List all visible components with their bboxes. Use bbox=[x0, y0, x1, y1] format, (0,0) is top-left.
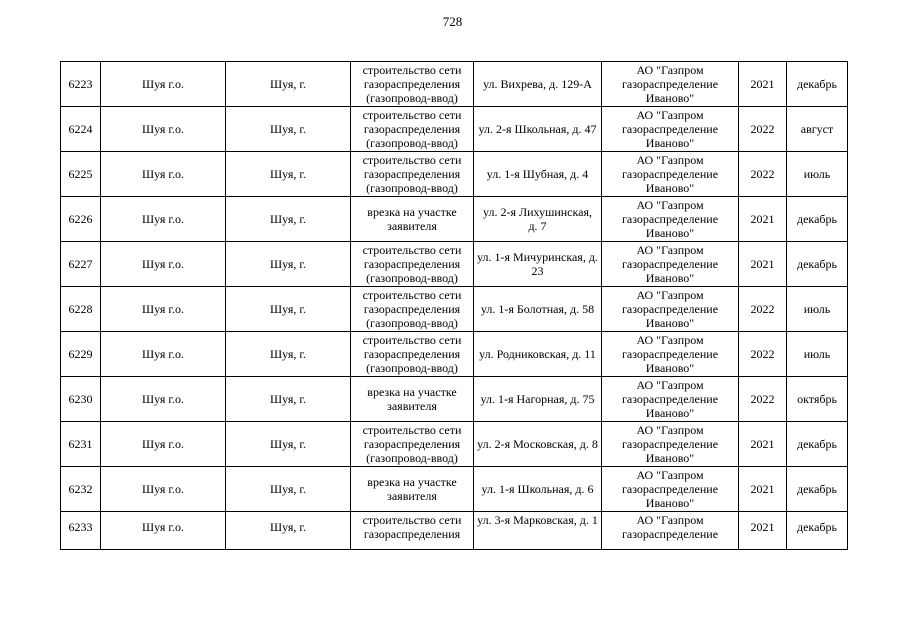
cell-town: Шуя, г. bbox=[226, 62, 351, 107]
cell-address: ул. 1-я Школьная, д. 6 bbox=[474, 467, 602, 512]
cell-district: Шуя г.о. bbox=[101, 242, 226, 287]
cell-number: 6227 bbox=[61, 242, 101, 287]
cell-town: Шуя, г. bbox=[226, 197, 351, 242]
cell-number: 6224 bbox=[61, 107, 101, 152]
cell-address: ул. 1-я Мичуринская, д. 23 bbox=[474, 242, 602, 287]
table-row bbox=[61, 197, 848, 242]
table-row bbox=[61, 287, 848, 332]
cell-work-type: строительство сети газораспределения (газопровод-ввод) bbox=[351, 422, 474, 467]
table-row bbox=[61, 377, 848, 422]
cell-number: 6226 bbox=[61, 197, 101, 242]
cell-work-type: врезка на участке заявителя bbox=[351, 467, 474, 512]
cell-district: Шуя г.о. bbox=[101, 107, 226, 152]
cell-year: 2022 bbox=[739, 332, 787, 377]
cell-district: Шуя г.о. bbox=[101, 197, 226, 242]
cell-address: ул. Родниковская, д. 11 bbox=[474, 332, 602, 377]
cell-month: декабрь bbox=[787, 242, 848, 287]
cell-town: Шуя, г. bbox=[226, 332, 351, 377]
cell-town: Шуя, г. bbox=[226, 377, 351, 422]
cell-address: ул. 2-я Московская, д. 8 bbox=[474, 422, 602, 467]
cell-address: ул. 3-я Марковская, д. 1 bbox=[474, 512, 602, 550]
cell-month: декабрь bbox=[787, 467, 848, 512]
cell-organization: АО "Газпром газораспределение bbox=[602, 512, 739, 550]
cell-work-type: врезка на участке заявителя bbox=[351, 377, 474, 422]
cell-number: 6229 bbox=[61, 332, 101, 377]
cell-organization: АО "Газпром газораспределение Иваново" bbox=[602, 467, 739, 512]
cell-month: декабрь bbox=[787, 197, 848, 242]
cell-organization: АО "Газпром газораспределение Иваново" bbox=[602, 107, 739, 152]
cell-month: июль bbox=[787, 287, 848, 332]
cell-year: 2022 bbox=[739, 152, 787, 197]
cell-month: июль bbox=[787, 152, 848, 197]
cell-number: 6225 bbox=[61, 152, 101, 197]
cell-year: 2021 bbox=[739, 197, 787, 242]
cell-year: 2021 bbox=[739, 62, 787, 107]
cell-district: Шуя г.о. bbox=[101, 62, 226, 107]
cell-address: ул. Вихрева, д. 129-А bbox=[474, 62, 602, 107]
cell-organization: АО "Газпром газораспределение Иваново" bbox=[602, 152, 739, 197]
page-number: 728 bbox=[442, 14, 463, 29]
cell-number: 6233 bbox=[61, 512, 101, 550]
cell-district: Шуя г.о. bbox=[101, 422, 226, 467]
table-row bbox=[61, 242, 848, 287]
cell-work-type: строительство сети газораспределения (газопровод-ввод) bbox=[351, 62, 474, 107]
cell-work-type: врезка на участке заявителя bbox=[351, 197, 474, 242]
cell-town: Шуя, г. bbox=[226, 287, 351, 332]
cell-month: декабрь bbox=[787, 422, 848, 467]
table-row bbox=[61, 332, 848, 377]
cell-work-type: строительство сети газораспределения (газопровод-ввод) bbox=[351, 332, 474, 377]
cell-town: Шуя, г. bbox=[226, 512, 351, 550]
cell-organization: АО "Газпром газораспределение Иваново" bbox=[602, 377, 739, 422]
table-row bbox=[61, 467, 848, 512]
cell-month: октябрь bbox=[787, 377, 848, 422]
cell-organization: АО "Газпром газораспределение Иваново" bbox=[602, 62, 739, 107]
cell-town: Шуя, г. bbox=[226, 467, 351, 512]
cell-year: 2021 bbox=[739, 242, 787, 287]
cell-district: Шуя г.о. bbox=[101, 467, 226, 512]
cell-month: июль bbox=[787, 332, 848, 377]
cell-work-type: строительство сети газораспределения (газопровод-ввод) bbox=[351, 242, 474, 287]
table-row bbox=[61, 152, 848, 197]
cell-address: ул. 1-я Болотная, д. 58 bbox=[474, 287, 602, 332]
cell-district: Шуя г.о. bbox=[101, 377, 226, 422]
cell-work-type: строительство сети газораспределения (газопровод-ввод) bbox=[351, 152, 474, 197]
cell-town: Шуя, г. bbox=[226, 242, 351, 287]
cell-town: Шуя, г. bbox=[226, 422, 351, 467]
cell-month: декабрь bbox=[787, 62, 848, 107]
cell-month: август bbox=[787, 107, 848, 152]
cell-district: Шуя г.о. bbox=[101, 512, 226, 550]
cell-work-type: строительство сети газораспределения (газопровод-ввод) bbox=[351, 107, 474, 152]
cell-address: ул. 1-я Нагорная, д. 75 bbox=[474, 377, 602, 422]
cell-work-type: строительство сети газораспределения (газопровод-ввод) bbox=[351, 287, 474, 332]
cell-district: Шуя г.о. bbox=[101, 287, 226, 332]
cell-address: ул. 2-я Школьная, д. 47 bbox=[474, 107, 602, 152]
cell-number: 6232 bbox=[61, 467, 101, 512]
cell-year: 2022 bbox=[739, 377, 787, 422]
cell-town: Шуя, г. bbox=[226, 152, 351, 197]
cell-organization: АО "Газпром газораспределение Иваново" bbox=[602, 242, 739, 287]
cell-district: Шуя г.о. bbox=[101, 152, 226, 197]
cell-organization: АО "Газпром газораспределение Иваново" bbox=[602, 332, 739, 377]
table-row bbox=[61, 107, 848, 152]
cell-number: 6228 bbox=[61, 287, 101, 332]
cell-number: 6223 bbox=[61, 62, 101, 107]
gas-connection-table bbox=[60, 61, 848, 550]
cell-organization: АО "Газпром газораспределение Иваново" bbox=[602, 287, 739, 332]
cell-town: Шуя, г. bbox=[226, 107, 351, 152]
cell-address: ул. 1-я Шубная, д. 4 bbox=[474, 152, 602, 197]
cell-year: 2022 bbox=[739, 107, 787, 152]
table-row bbox=[61, 512, 848, 550]
cell-month: декабрь bbox=[787, 512, 848, 550]
table-row bbox=[61, 422, 848, 467]
cell-organization: АО "Газпром газораспределение Иваново" bbox=[602, 422, 739, 467]
cell-number: 6230 bbox=[61, 377, 101, 422]
cell-address: ул. 2-я Лихушинская, д. 7 bbox=[474, 197, 602, 242]
cell-year: 2021 bbox=[739, 512, 787, 550]
cell-organization: АО "Газпром газораспределение Иваново" bbox=[602, 197, 739, 242]
cell-district: Шуя г.о. bbox=[101, 332, 226, 377]
cell-year: 2021 bbox=[739, 467, 787, 512]
table-row bbox=[61, 62, 848, 107]
cell-year: 2021 bbox=[739, 422, 787, 467]
cell-number: 6231 bbox=[61, 422, 101, 467]
cell-work-type: строительство сети газораспределения bbox=[351, 512, 474, 550]
cell-year: 2022 bbox=[739, 287, 787, 332]
